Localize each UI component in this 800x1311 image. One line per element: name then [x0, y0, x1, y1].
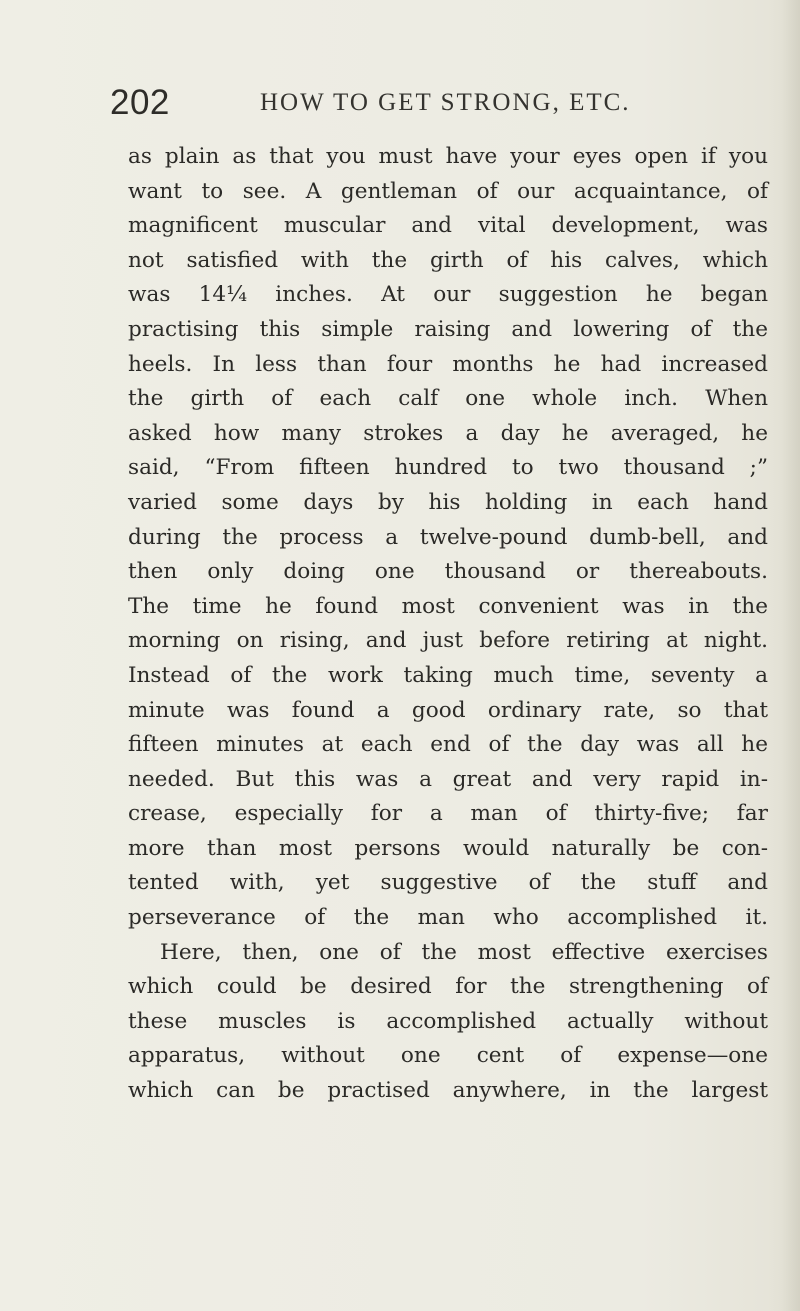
text-line: Instead of the work taking much time, seventy a: [128, 662, 768, 688]
paragraph-first-line: Here, then, one of the most effective exercises: [160, 939, 768, 965]
page-edge-shadow: [782, 0, 800, 1311]
text-line: tented with, yet suggestive of the stuff and: [128, 870, 768, 896]
running-title: HOW TO GET STRONG, ETC.: [260, 89, 631, 116]
text-line: said, “From fifteen hundred to two thousand ;”: [128, 455, 768, 481]
page-number: 202: [110, 83, 170, 122]
text-line: apparatus, without one cent of expense—one: [128, 1043, 768, 1069]
text-line: morning on rising, and just before retiring at night.: [128, 628, 768, 654]
text-line: crease, especially for a man of thirty-five; far: [128, 801, 768, 827]
text-line: practising this simple raising and lowering of the: [128, 316, 768, 342]
page-header: [110, 80, 750, 130]
text-line: magnificent muscular and vital development, was: [128, 213, 768, 239]
text-line: minute was found a good ordinary rate, so that: [128, 697, 768, 723]
body-text: [128, 140, 768, 1109]
text-line: needed. But this was a great and very rapid in-: [128, 766, 768, 792]
text-line: varied some days by his holding in each hand: [128, 489, 768, 515]
text-line: was 14¼ inches. At our suggestion he began: [128, 282, 768, 308]
text-line: then only doing one thousand or thereabouts.: [128, 559, 768, 585]
text-line: perseverance of the man who accomplished it.: [128, 905, 768, 931]
text-line: fifteen minutes at each end of the day was all he: [128, 732, 768, 758]
text-line: not satisfied with the girth of his calves, which: [128, 247, 768, 273]
text-line: The time he found most convenient was in the: [128, 593, 768, 619]
text-line: these muscles is accomplished actually without: [128, 1008, 768, 1034]
text-line: which could be desired for the strengthening of: [128, 974, 768, 1000]
text-line: heels. In less than four months he had increased: [128, 351, 768, 377]
text-line: during the process a twelve-pound dumb-bell, and: [128, 524, 768, 550]
text-line: as plain as that you must have your eyes open if you: [128, 144, 768, 169]
text-line: which can be practised anywhere, in the largest: [128, 1078, 768, 1104]
text-line: asked how many strokes a day he averaged, he: [128, 420, 768, 446]
text-line: more than most persons would naturally be con-: [128, 835, 768, 861]
text-line: want to see. A gentleman of our acquaintance, of: [128, 178, 768, 204]
text-line: the girth of each calf one whole inch. When: [128, 386, 768, 412]
